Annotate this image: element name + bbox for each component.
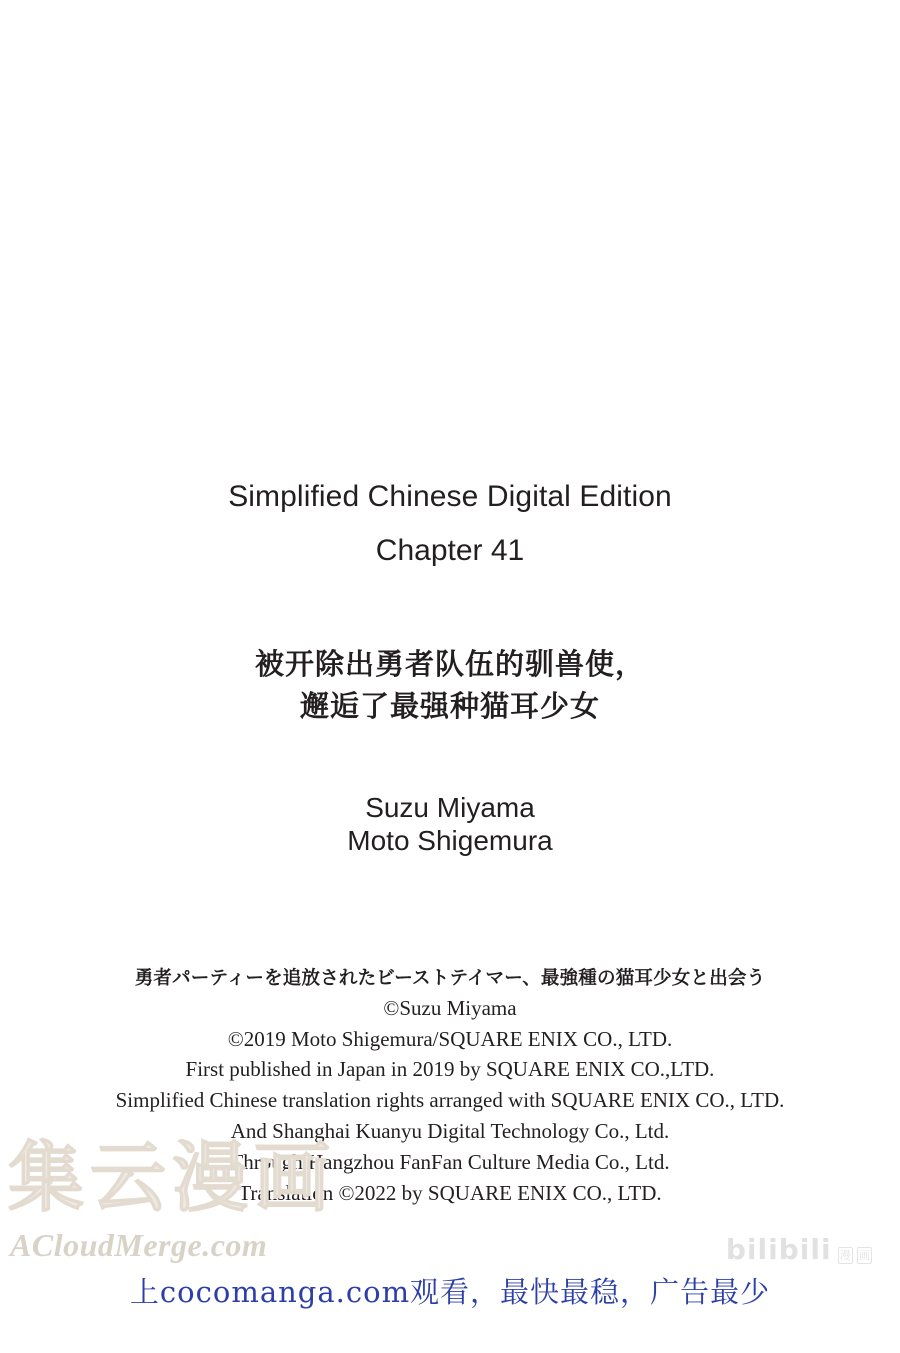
edition-label: Simplified Chinese Digital Edition	[228, 480, 672, 513]
bilibili-watermark	[725, 1233, 872, 1266]
legal-line: Translation ©2022 by SQUARE ENIX CO., LTD.	[238, 1180, 662, 1205]
legal-line: And Shanghai Kuanyu Digital Technology Co., Ltd.	[230, 1119, 670, 1144]
legal-line: ©2019 Moto Shigemura/SQUARE ENIX CO., LTD.	[227, 1026, 673, 1051]
japanese-title: 勇者パーティーを追放されたビーストテイマー、最強種の猫耳少女と出会う	[134, 968, 766, 989]
promo-text: 上cocomanga.com观看，最快最稳，广告最少	[129, 1275, 771, 1309]
author-original: Suzu Miyama	[365, 792, 535, 824]
work-title	[0, 643, 900, 727]
credits-block	[0, 478, 900, 857]
watermark-domain: ACloudMerge.com	[10, 1227, 268, 1263]
legal-line: First published in Japan in 2019 by SQUARE ENIX CO.,LTD.	[185, 1057, 715, 1082]
author-artist: Moto Shigemura	[347, 825, 553, 857]
author-block	[0, 791, 900, 857]
work-title-line-1: 被开除出勇者队伍的驯兽使，	[254, 647, 645, 681]
bilibili-badge-bottom: 画	[859, 1249, 870, 1262]
watermark-chinese: 集云漫画	[8, 1133, 336, 1222]
work-title-line-2: 邂逅了最强种猫耳少女	[299, 689, 600, 724]
legal-line: Simplified Chinese translation rights arranged with SQUARE ENIX CO., LTD.	[115, 1088, 785, 1113]
bilibili-wordmark: bilibili	[725, 1233, 832, 1266]
legal-line: Through Hangzhou FanFan Culture Media Co., Ltd.	[230, 1150, 670, 1175]
legal-line: ©Suzu Miyama	[383, 995, 517, 1020]
bilibili-manga-badge	[838, 1246, 872, 1264]
bilibili-badge-top: 漫	[839, 1249, 851, 1262]
chapter-label: Chapter 41	[375, 533, 525, 567]
